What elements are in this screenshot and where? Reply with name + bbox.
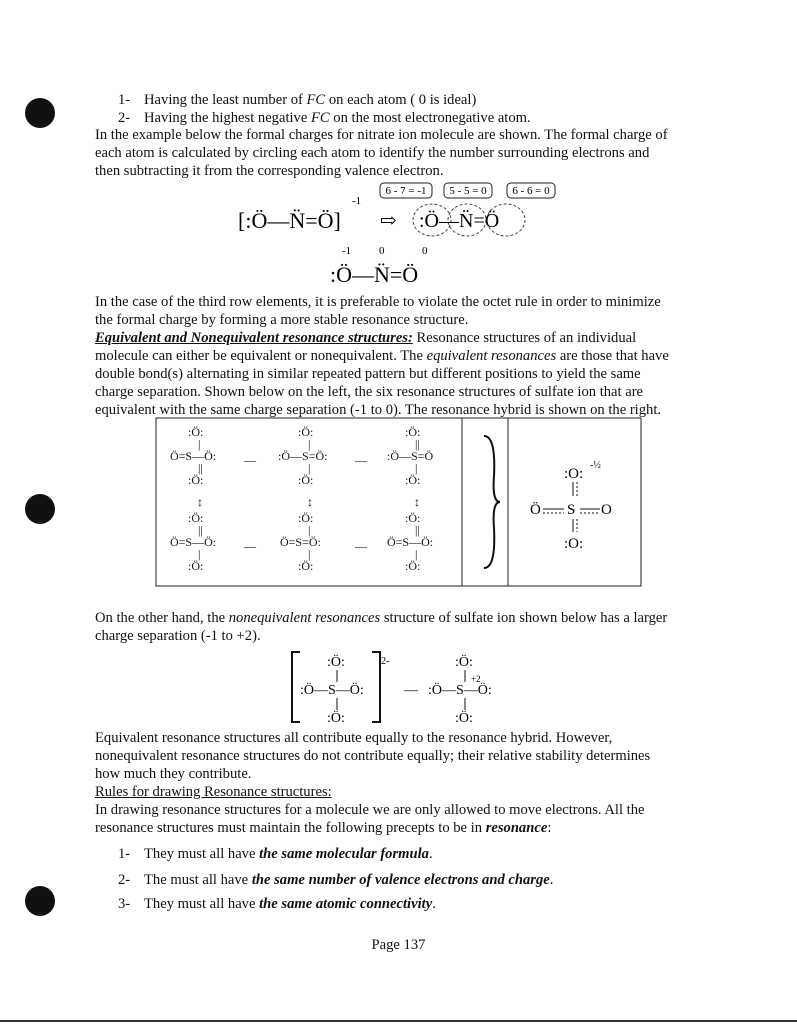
svg-text:↕: ↕	[197, 495, 203, 509]
svg-text:Ö=S=Ö:: Ö=S=Ö:	[280, 535, 321, 549]
resonance-brace	[484, 436, 500, 568]
equivalent-line: double bond(s) alternating in similar repeated pattern but different positions to yield the same	[95, 366, 641, 382]
contribution-line: how much they contribute.	[95, 766, 252, 782]
precept-item: 1- They must all have the same molecular formula.	[118, 846, 433, 862]
fc-label: 0	[422, 245, 428, 257]
svg-text::Ö—S—Ö:: :Ö—S—Ö:	[300, 683, 364, 698]
svg-text:||: ||	[198, 461, 203, 475]
svg-text:||: ||	[415, 437, 420, 451]
punch-hole-top	[25, 98, 55, 128]
svg-text::Ö:: :Ö:	[298, 511, 314, 525]
svg-text::Ö:: :Ö:	[405, 511, 421, 525]
svg-text:|: |	[415, 547, 418, 561]
svg-text:—: —	[244, 539, 256, 553]
equivalent-line: equivalent with the same charge separation (-1 to 0). The resonance hybrid is shown on the right.	[95, 402, 662, 418]
svg-text:|: |	[308, 547, 311, 561]
svg-text::Ö—S=Ö:: :Ö—S=Ö:	[278, 449, 328, 463]
nitrate-left-structure: [:Ö—N̈=Ö]	[238, 208, 341, 233]
contribution-line: Equivalent resonance structures all contribute equally to the resonance hybrid. However,	[95, 730, 613, 746]
sulfate-resonance-table	[0, 416, 797, 591]
circled-nitrate	[413, 204, 525, 236]
svg-text:|: |	[308, 437, 311, 451]
svg-text::Ö:: :Ö:	[298, 559, 314, 573]
sulfate-structures	[170, 425, 433, 573]
nonequivalent-line: On the other hand, the nonequivalent resonances structure of sulfate ion shown below has a larger	[95, 610, 668, 626]
svg-text:|: |	[198, 547, 201, 561]
svg-text:—: —	[355, 539, 367, 553]
svg-text::Ö:: :Ö:	[405, 473, 421, 487]
svg-text:—: —	[404, 683, 418, 698]
svg-text:||: ||	[415, 523, 420, 537]
equivalent-line: charge separation. Shown below on the left, the six resonance structures of sulfate ion that are	[95, 384, 644, 400]
equivalent-line: molecule can either be equivalent or nonequivalent. The equivalent resonances are those that have	[95, 348, 669, 364]
sulfate-structure	[387, 511, 433, 573]
rules-heading: Rules for drawing Resonance structures:	[95, 784, 332, 800]
svg-text::Ö:: :Ö:	[188, 559, 204, 573]
calc-box-3: 6 - 6 = 0	[512, 185, 550, 197]
svg-text::Ö:: :Ö:	[298, 473, 314, 487]
nitrate-result-structure: :Ö—N̈=Ö	[330, 262, 419, 287]
svg-text::Ö:: :Ö:	[188, 473, 204, 487]
nitrate-formal-charge-diagram	[0, 180, 797, 290]
svg-text:↕: ↕	[414, 495, 420, 509]
sulfate-structure	[170, 425, 216, 487]
nonequivalent-line: charge separation (-1 to +2).	[95, 628, 261, 644]
svg-text::Ö:: :Ö:	[188, 425, 204, 439]
intro-line: then subtracting it from the corresponding valence electron.	[95, 163, 444, 179]
equivalent-heading-line: Equivalent and Nonequivalent resonance structures: Resonance structures of an individual	[95, 330, 637, 346]
page-number: Page 137	[371, 937, 426, 953]
svg-text:|: |	[415, 461, 418, 475]
sulfate-nonequivalent-diagram	[0, 648, 797, 728]
svg-text::O:: :O:	[564, 466, 584, 482]
svg-text:|: |	[308, 523, 311, 537]
nitrate-left-charge: -1	[352, 195, 362, 207]
svg-text:Ö: Ö	[530, 502, 541, 518]
svg-text::Ö:: :Ö:	[327, 655, 345, 670]
punch-hole-bottom	[25, 886, 55, 916]
svg-text:||: ||	[198, 523, 203, 537]
intro-line: In the example below the formal charges for nitrate ion molecule are shown. The formal charge of	[95, 127, 668, 143]
svg-text::Ö:: :Ö:	[455, 711, 473, 726]
svg-text:—: —	[355, 453, 367, 467]
svg-text:-½: -½	[590, 460, 601, 471]
svg-text:—: —	[244, 453, 256, 467]
svg-text:↕: ↕	[307, 495, 313, 509]
svg-text::Ö—S=Ö: :Ö—S=Ö	[387, 449, 434, 463]
formal-charge-calc-boxes	[380, 183, 555, 198]
sulfate-structure	[170, 511, 216, 573]
svg-text::Ö:: :Ö:	[188, 511, 204, 525]
svg-text::Ö—N̈=Ö: :Ö—N̈=Ö	[419, 210, 500, 232]
svg-text:|: |	[198, 437, 201, 451]
equivalent-heading: Equivalent and Nonequivalent resonance structures:	[95, 330, 413, 346]
svg-text::Ö:: :Ö:	[298, 425, 314, 439]
third-row-line: the formal charge by forming a more stable resonance structure.	[95, 312, 469, 328]
sulfate-structure	[387, 425, 433, 487]
drawing-line: In drawing resonance structures for a molecule we are only allowed to move electrons. All the	[95, 802, 645, 818]
svg-text:Ö=S—Ö:: Ö=S—Ö:	[170, 535, 217, 549]
svg-text::Ö:: :Ö:	[405, 425, 421, 439]
svg-text:|: |	[308, 461, 311, 475]
rule-item: 2- Having the highest negative FC on the most electronegative atom.	[118, 110, 531, 126]
bottom-rule	[0, 1020, 797, 1022]
svg-text::Ö:: :Ö:	[405, 559, 421, 573]
precept-item: 3- They must all have the same atomic connectivity.	[118, 896, 436, 912]
precept-item: 2- The must all have the same number of valence electrons and charge.	[118, 872, 554, 888]
svg-text:Ö=S—Ö:: Ö=S—Ö:	[387, 535, 434, 549]
contribution-line: nonequivalent resonance structures do not contribute equally; their relative stability determines	[95, 748, 651, 764]
intro-line: each atom is calculated by circling each atom to identify the number surrounding electrons and	[95, 145, 650, 161]
ion-charge: 2-	[381, 656, 390, 667]
sulfate-structure	[280, 511, 321, 573]
reaction-arrow: ⇨	[380, 210, 397, 232]
svg-text:O: O	[601, 502, 612, 518]
fc-label: 0	[379, 245, 385, 257]
third-row-line: In the case of the third row elements, it is preferable to violate the octet rule in order to minimize	[95, 294, 661, 310]
calc-box-2: 5 - 5 = 0	[449, 185, 487, 197]
svg-text::O:: :O:	[564, 536, 584, 552]
svg-text:S: S	[567, 502, 576, 518]
fc-label: -1	[342, 245, 352, 257]
plus-two-charge: +2	[471, 674, 481, 684]
svg-text::Ö—S—Ö:: :Ö—S—Ö:	[428, 683, 492, 698]
sulfate-resonance-hybrid	[530, 460, 612, 552]
svg-text:Ö=S—Ö:: Ö=S—Ö:	[170, 449, 217, 463]
rule-item: 1- Having the least number of FC on each atom ( 0 is ideal)	[118, 92, 477, 108]
sulfate-structure	[278, 425, 327, 487]
svg-text::Ö:: :Ö:	[455, 655, 473, 670]
calc-box-1: 6 - 7 = -1	[385, 185, 427, 197]
svg-text::Ö:: :Ö:	[327, 711, 345, 726]
drawing-line: resonance structures must maintain the following precepts to be in resonance:	[95, 820, 552, 836]
